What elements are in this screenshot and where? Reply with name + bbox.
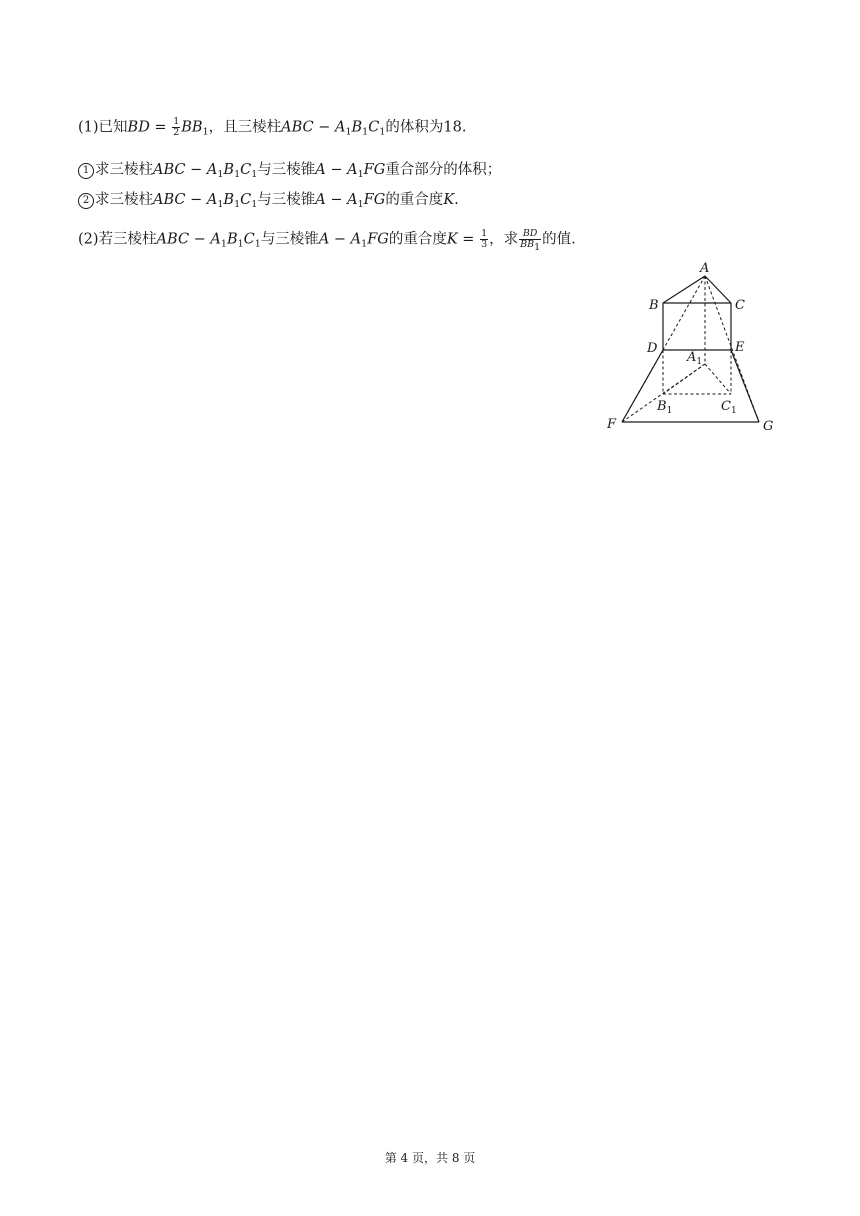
fraction-bd-over-bb1: $\frac{BD}{BB_1}$ — [520, 228, 541, 253]
page-footer: 第 4 页，共 8 页 — [384, 1151, 476, 1165]
label-B1: $B_1$ — [657, 399, 673, 416]
part1-line: (1)已知BD = $\frac{1}{2}$ $BB_1$，且三棱柱ABC − $A_1B_1C_1$的体积为18. — [78, 116, 467, 138]
label-F: F — [607, 417, 617, 432]
label-C1: $C_1$ — [721, 399, 737, 416]
sub-question-2: 2 求三棱柱ABC − $A_1B_1C_1$与三棱锥$A - A_1FG$的重合度K. — [78, 190, 459, 210]
label-D: D — [647, 341, 658, 356]
circled-number-2: 2 — [78, 193, 94, 209]
fraction-one-half: $\frac{1}{2}$ — [173, 116, 180, 138]
label-A: A — [700, 261, 710, 276]
label-B: B — [649, 298, 659, 313]
label-C: C — [735, 298, 745, 313]
part2-line: (2)若三棱柱ABC − $A_1B_1C_1$与三棱锥$A - A_1FG$的重合度K = $\frac{1}{3}$ ，求 $\frac{BD}{BB_1}$ 的值. — [78, 228, 576, 253]
label-G: G — [763, 419, 774, 434]
label-E: E — [735, 340, 745, 355]
label-A1: $A_1$ — [687, 350, 703, 367]
prism-pyramid-figure — [600, 255, 785, 440]
fraction-one-third: $\frac{1}{3}$ — [481, 228, 488, 250]
sub-question-1: 1 求三棱柱ABC − $A_1B_1C_1$与三棱锥$A - A_1FG$重合部分的体积； — [78, 160, 501, 180]
circled-number-1: 1 — [78, 163, 94, 179]
